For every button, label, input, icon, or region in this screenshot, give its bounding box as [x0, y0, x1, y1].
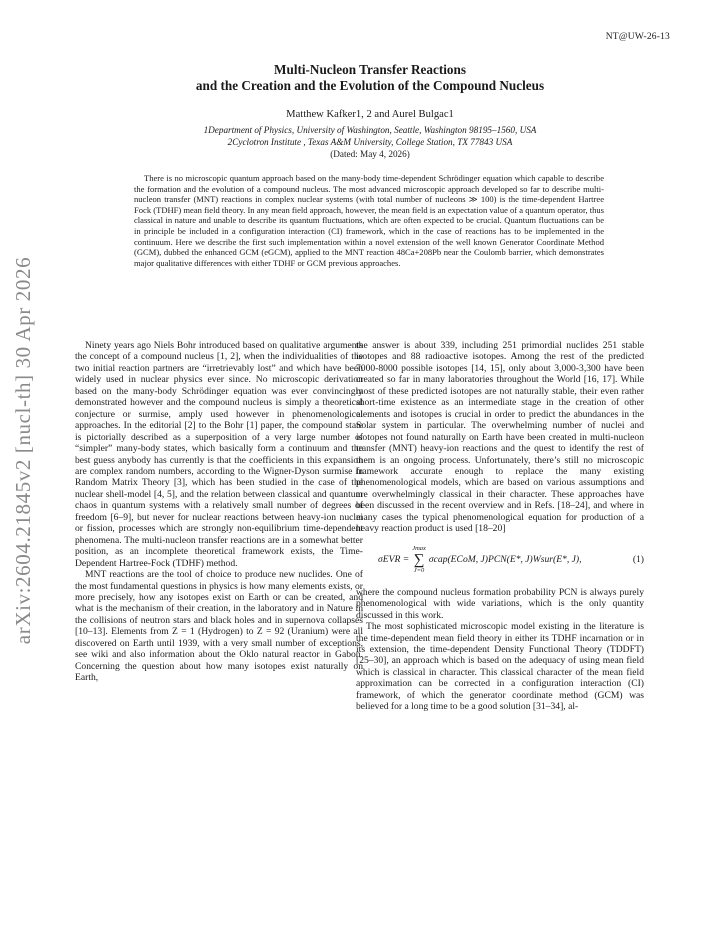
body-paragraph-3: the answer is about 339, including 251 primordial nuclides 251 stable isotopes and 88 radioactive isotopes. Among the rest of the predicted 7000-8000 possible isotopes [14, 15], only about 3,000-3,300 have been created so far in many laboratories throughout the World [16, 17]. While most of these predicted isotopes are not naturally stable, their even rather short-time existence as an intermediate stage in the creation of other elements and isotopes is crucial in order to predict the abundances in the Solar system in particular. The overwhelming number of nuclei and isotopes not found naturally on Earth have been created in multi-nucleon transfer (MNT) heavy-ion reactions and the quest to identify the rest of them is an ongoing process. Unfortunately, there’s still no microscopic framework accurate enough to replace the many existing phenomenological models, which are based on various assumptions and are overwhelmingly classical in their character. These approaches have been discussed in the recent overview and in Refs. [18–24], and where in many cases the typical phenomenological equation for production of a heavy reaction product is used [18–20]: [356, 340, 644, 535]
equation-lhs: σEVR =: [378, 553, 410, 565]
body-paragraph-4: where the compound nucleus formation probability PCN is always purely phenomenological with wide variations, which is the only quantity discussed in this work.: [356, 586, 644, 621]
title-block: [70, 62, 670, 159]
summation-symbol: [412, 545, 426, 575]
left-column: [75, 340, 363, 684]
affiliation-1: 1Department of Physics, University of Washington, Seattle, Washington 98195–1560, USA: [203, 125, 537, 135]
body-paragraph-5: The most sophisticated microscopic model existing in the literature is the time-dependent mean field theory in either its TDHF incarnation or in its extension, the time-dependent Density Functional Theory (TDDFT) [25–30], an approach which is based on the adequacy of using mean field which is classical in character. This classical character of the mean field approximation can be corrected in a configuration interaction (CI) framework, of which the generator coordinate method (GCM) was believed for a long time to be a good solution [31–34], al-: [356, 621, 644, 713]
arxiv-identifier-stamp: [4, 240, 44, 660]
equation-1: [356, 545, 644, 575]
title-line-1: Multi-Nucleon Transfer Reactions: [274, 62, 466, 77]
intro-paragraph-1: Ninety years ago Niels Bohr introduced based on qualitative arguments the concept of a compound nucleus [1, 2], when the individualities of the two initial reaction partners are “irretrievably lost” and which have been widely used in nuclear physics ever since. No microscopic derivation based on the many-body Schrödinger equation was ever convincingly demonstrated however and the compound nucleus is simply a theoretical conjecture or surmise, amply used however in phenomenological approaches. In the editorial [2] to the Bohr [1] paper, the compound state is pictorially described as a superposition of a very large number of “simpler” many-body states, which basically form a continuum and the best guess anybody has currently is that the coefficients in this expansion are complex random numbers, according to the Wigner-Dyson surmise in Random Matrix Theory [3], which has been studied in the case of the nuclear shell-model [4, 5], and the relation between classical and quantum chaos in quantum systems with a relatively small number of degrees of freedom [6–9], but never for nuclear reactions between heavy-ion nuclei or fission, processes which are strongly non-equilibrium time-dependent phenomena. The multi-nucleon transfer reactions are in a somewhat better position, as an incomplete theoretical framework exists, the Time-Dependent Hartree-Fock (TDHF) method.: [75, 340, 363, 569]
sum-upper-limit: Jmax: [412, 544, 426, 552]
equation-rhs: σcap(ECoM, J)PCN(E*, J)Wsur(E*, J),: [428, 553, 582, 565]
author-list: Matthew Kafker1, 2 and Aurel Bulgac1: [286, 109, 454, 120]
affiliation-2: 2Cyclotron Institute , Texas A&M University, College Station, TX 77843 USA: [227, 136, 513, 147]
title-line-2: and the Creation and the Evolution of the Compound Nucleus: [195, 77, 545, 93]
sum-lower-limit: J=0: [413, 566, 425, 574]
intro-paragraph-2: MNT reactions are the tool of choice to produce new nuclides. One of the most fundamental questions in physics is how many elements exists, or more precisely, how any isotopes exist on Earth or can be created, and what is the mechanism of their creation, in the laboratory and in Nature in the collisions of neutron stars and black holes and in supernova collapses [10–13]. Elements from Z = 1 (Hydrogen) to Z = 92 (Uranium) were all discovered on Earth until 1939, with a very small number of exceptions, see wiki and also information about the Oklo natural reactor in Gabon. Concerning the question about how many isotopes exist naturally on Earth,: [75, 569, 363, 684]
equation-number: (1): [632, 553, 644, 565]
paper-title: [70, 62, 670, 93]
affiliations: [70, 125, 670, 148]
abstract: There is no microscopic quantum approach based on the many-body time-dependent Schrödinger equation which capable to describe the formation and the evolution of a compound nucleus. The most advanced microscopic approach developed so far to describe multi-nucleon transfer (MNT) reactions in complex nuclear systems (with total number of nucleons ≫ 100) is the time-dependent Hartree Fock (TDHF) mean field theory. In any mean field approach, however, the mean field is an expectation value of a quantum operator, thus classical in nature and unable to describe its quantum fluctuations, which are often expected to be crucial. Quantum fluctuations can be in principle be included in a configuration interaction (CI) framework, which in the case of reactions has to be implemented in the continuum. Here we describe the first such implementation within a novel extension of the well known Generator Coordinate Method (GCM), dubbed the enhanced GCM (eGCM), applied to the MNT reaction 48Ca+208Pb near the Coulomb barrier, which demonstrates major qualitative differences with either TDHF or GCM previous approaches.: [134, 173, 604, 268]
report-number: NT@UW-26-13: [605, 32, 670, 42]
arxiv-identifier-text: arXiv:2604.21845v2 [nucl-th] 30 Apr 2026: [11, 256, 36, 644]
equation-body: [378, 545, 582, 575]
right-column: [356, 340, 644, 713]
sigma-icon: ∑: [413, 551, 425, 568]
date-line: (Dated: May 4, 2026): [330, 149, 410, 159]
